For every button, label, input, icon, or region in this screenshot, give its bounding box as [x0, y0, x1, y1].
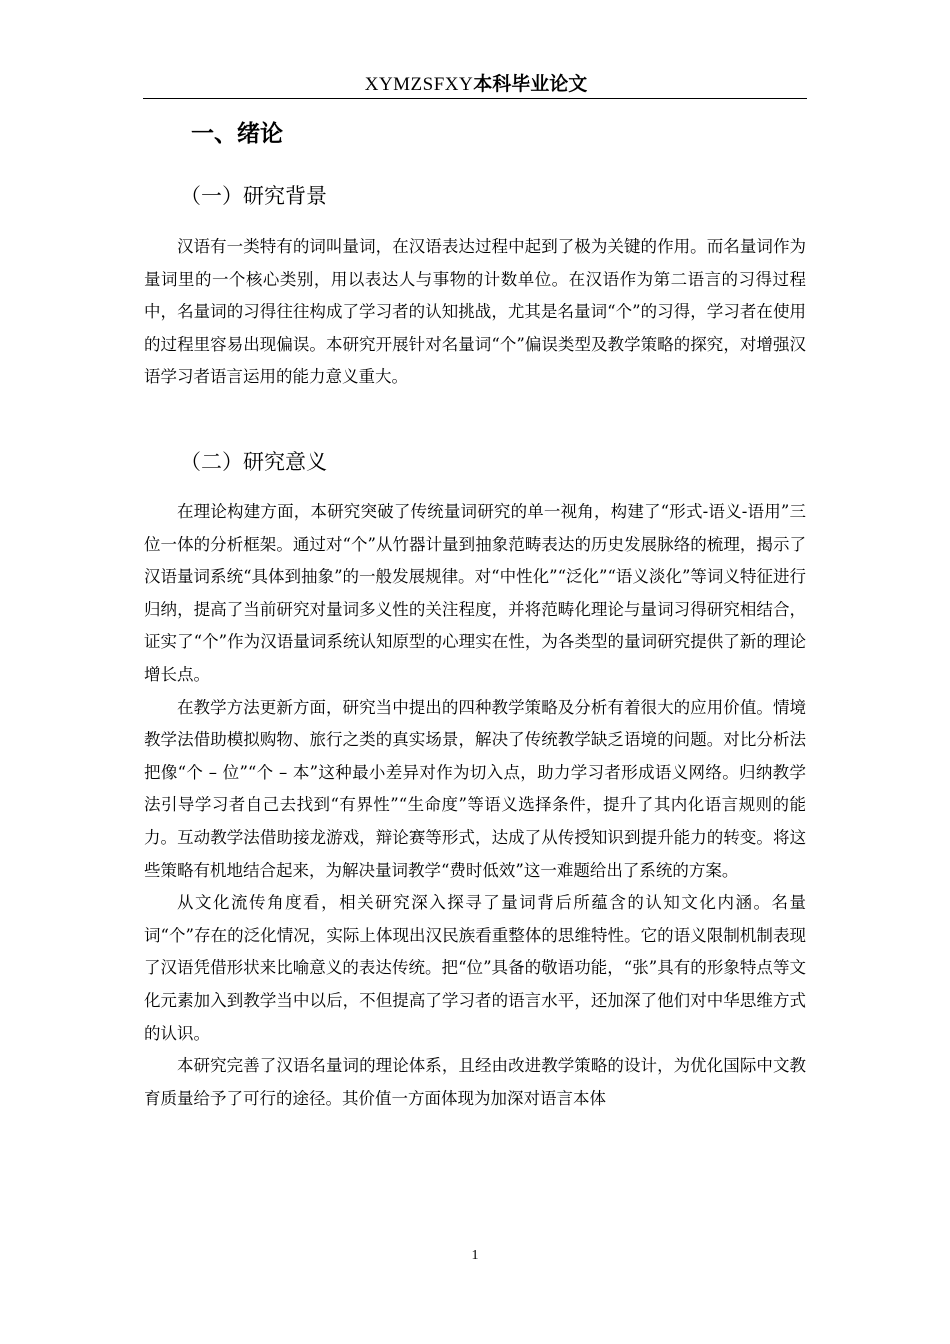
paragraph: 在教学方法更新方面，研究当中提出的四种教学策略及分析有着很大的应用价值。情境教学法借助模拟购物、旅行之类的真实场景，解决了传统教学缺乏语境的问题。对比分析法把像“个 – 位”“个 – 本”这种最小差异对作为切入点，助力学习者形成语义网络。归纳教学法引导学习者自己去找到“有界性”“生命度”等语义选择条件，提升了其内化语言规则的能力。互动教学法借助接龙游戏，辩论赛等形式，达成了从传授知识到提升能力的转变。将这些策略有机地结合起来，为解决量词教学“费时低效”这一难题给出了系统的方案。 — [144, 697, 806, 880]
subsection-title-significance: （二）研究意义 — [180, 450, 327, 474]
header-code: XYMZSFXY — [364, 74, 474, 95]
section-title: 一、绪论 — [191, 121, 283, 147]
paragraph: 在理论构建方面，本研究突破了传统量词研究的单一视角，构建了“形式-语义-语用”三位一体的分析框架。通过对“个”从竹器计量到抽象范畴表达的历史发展脉络的梳理，揭示了汉语量词系统“具体到抽象”的一般发展规律。对“中性化”“泛化”“语义淡化”等词义特征进行归纳，提高了当前研究对量词多义性的关注程度，并将范畴化理论与量词习得研究相结合，证实了“个”作为汉语量词系统认知原型的心理实在性，为各类型的量词研究提供了新的理论增长点。 — [144, 502, 806, 684]
header-title: 本科毕业论文 — [473, 73, 588, 95]
page-header — [145, 70, 807, 98]
header-rule — [143, 98, 807, 99]
paragraph: 本研究完善了汉语名量词的理论体系，且经由改进教学策略的设计，为优化国际中文教育质量给予了可行的途径。其价值一方面体现为加深对语言本体 — [144, 1056, 806, 1108]
subsection-title-background: （一）研究背景 — [180, 184, 327, 208]
paragraph: 从文化流传角度看，相关研究深入探寻了量词背后所蕴含的认知文化内涵。名量词“个”存在的泛化情况，实际上体现出汉民族看重整体的思维特性。它的语义限制机制表现了汉语凭借形状来比喻意义的表达传统。把“位”具备的敬语功能，“张”具有的形象特点等文化元素加入到教学当中以后，不但提高了学习者的语言水平，还加深了他们对中华思维方式的认识。 — [144, 893, 806, 1043]
significance-body — [144, 496, 806, 1115]
page-number: 1 — [471, 1248, 479, 1263]
background-body — [144, 231, 806, 394]
paragraph: 汉语有一类特有的词叫量词，在汉语表达过程中起到了极为关键的作用。而名量词作为量词里的一个核心类别，用以表达人与事物的计数单位。在汉语作为第二语言的习得过程中，名量词的习得往往构成了学习者的认知挑战，尤其是名量词“个”的习得，学习者在使用的过程里容易出现偏误。本研究开展针对名量词“个”偏误类型及教学策略的探究，对增强汉语学习者语言运用的能力意义重大。 — [144, 237, 806, 387]
